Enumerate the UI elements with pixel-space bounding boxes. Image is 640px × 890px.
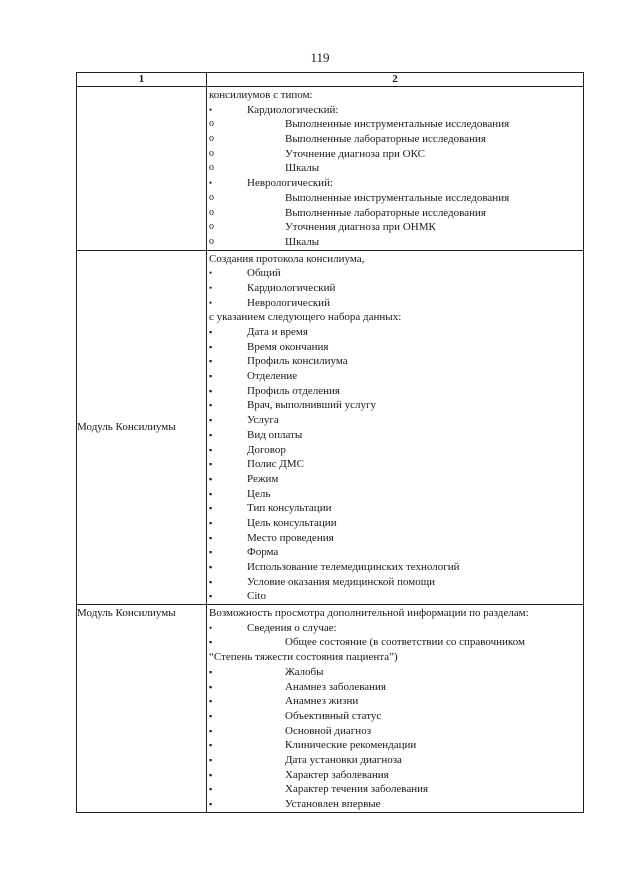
bullet-marker: ▪ — [209, 488, 213, 499]
description-cell — [207, 605, 584, 813]
list-item-text: консилиумов с типом: — [209, 89, 313, 101]
list-item — [209, 457, 581, 472]
list-item-text: Общий — [247, 267, 281, 280]
bullet-marker: o — [209, 118, 214, 130]
list-item — [209, 235, 581, 250]
list-item-text: Выполненные инструментальные исследования — [285, 191, 510, 204]
list-item-text: Режим — [247, 472, 279, 485]
list-item — [209, 753, 581, 768]
module-name-cell — [77, 87, 207, 251]
bullet-marker: ▪ — [209, 444, 213, 455]
list-item — [209, 531, 581, 546]
table-row — [77, 87, 584, 251]
bullet-marker: ▪ — [209, 429, 213, 440]
bullet-marker: ▪ — [209, 740, 213, 751]
module-name-cell: Модуль Консилиумы — [77, 605, 207, 813]
list-item — [209, 621, 581, 636]
list-item-text: Дата и время — [247, 326, 308, 338]
list-item-text: Объективный статус — [285, 709, 382, 722]
list-item-text: Кардиологический — [247, 281, 336, 294]
bullet-marker: • — [209, 268, 213, 279]
module-name-cell: Модуль Консилиумы — [77, 250, 207, 605]
bullet-marker: ▪ — [209, 473, 213, 484]
list-item-text: Условие оказания медицинской помощи — [247, 575, 436, 588]
list-item-text: Сведения о случае: — [247, 621, 337, 634]
list-item-text: Полис ДМС — [247, 458, 304, 471]
requirements-table — [76, 72, 584, 813]
list-item-text: Анамнез заболевания — [285, 680, 386, 693]
list-item — [209, 516, 581, 531]
list-item — [209, 88, 581, 103]
list-item — [209, 340, 581, 355]
bullet-marker: ▪ — [209, 591, 213, 602]
list-item — [209, 797, 581, 812]
bullet-marker: o — [209, 191, 214, 203]
list-item-text: Cito — [247, 590, 266, 603]
bullet-marker: • — [209, 622, 213, 633]
list-item — [209, 206, 581, 221]
bullet-marker: ▪ — [209, 341, 213, 352]
list-item-text: Установлен впервые — [285, 798, 381, 810]
bullet-marker: ▪ — [209, 799, 213, 809]
bullet-marker: o — [209, 162, 214, 174]
list-item — [209, 782, 581, 797]
list-item-text: Уточнение диагноза при ОКС — [285, 147, 425, 160]
list-item-text: Тип консультации — [247, 502, 332, 515]
bullet-marker: • — [209, 178, 213, 189]
list-item-text: Время окончания — [247, 340, 329, 353]
list-item — [209, 266, 581, 281]
list-item — [209, 606, 581, 621]
list-item-text: Выполненные инструментальные исследования — [285, 118, 510, 131]
bullet-marker: ▪ — [209, 784, 213, 795]
list-item-text: Характер течения заболевания — [285, 783, 429, 796]
list-item-text: Профиль консилиума — [247, 355, 348, 368]
bullet-marker: ▪ — [209, 769, 213, 780]
bullet-marker: • — [209, 282, 213, 293]
bullet-marker: ▪ — [209, 754, 213, 765]
bullet-marker: ▪ — [209, 459, 213, 470]
list-item-text: Вид оплаты — [247, 428, 303, 441]
bullet-marker: o — [209, 147, 214, 159]
page-number: 119 — [310, 50, 330, 65]
list-item — [209, 501, 581, 516]
bullet-marker: ▪ — [209, 356, 213, 367]
bullet-marker: ▪ — [209, 415, 213, 426]
list-item-text: Клинические рекомендации — [285, 739, 417, 752]
list-item — [209, 147, 581, 162]
bullet-marker: ▪ — [209, 503, 213, 514]
list-item — [209, 680, 581, 695]
list-item-text: “Степень тяжести состояния пациента”) — [209, 651, 398, 664]
table-row — [77, 250, 584, 605]
list-item-text: Уточнения диагноза при ОНМК — [285, 221, 436, 234]
bullet-marker: ▪ — [209, 681, 213, 692]
list-item-text: Общее состояние (в соответствии со справочником — [285, 636, 525, 649]
bullet-marker: ▪ — [209, 637, 213, 648]
bullet-marker: o — [209, 221, 214, 233]
list-item — [209, 354, 581, 369]
list-item — [209, 589, 581, 604]
list-item-text: Договор — [247, 443, 286, 456]
description-cell — [207, 87, 584, 251]
bullet-marker: ▪ — [209, 371, 213, 382]
list-item-text: Место проведения — [247, 531, 334, 544]
list-item-text: Услуга — [247, 414, 279, 427]
bullet-marker: • — [209, 104, 213, 115]
list-item — [209, 443, 581, 458]
list-item-text: Неврологический: — [247, 177, 334, 190]
description-cell — [207, 250, 584, 605]
list-item — [209, 694, 581, 709]
list-item-text: Основной диагноз — [285, 724, 372, 737]
list-item-text: Выполненные лабораторные исследования — [285, 133, 486, 146]
list-item — [209, 545, 581, 560]
list-item — [209, 472, 581, 487]
table-body — [77, 87, 584, 813]
list-item-text: Жалобы — [285, 665, 324, 678]
bullet-marker: ▪ — [209, 725, 213, 736]
bullet-marker: ▪ — [209, 400, 213, 411]
list-item-text: Цель — [247, 487, 271, 500]
list-item-text: с указанием следующего набора данных: — [209, 311, 402, 324]
bullet-marker: o — [209, 235, 214, 247]
list-item — [209, 428, 581, 443]
list-item — [209, 709, 581, 724]
bullet-marker: ▪ — [209, 517, 213, 528]
list-item — [209, 635, 581, 650]
list-item-text: Цель консультации — [247, 516, 337, 529]
bullet-marker: ▪ — [209, 327, 213, 337]
list-item — [209, 117, 581, 132]
bullet-marker: ▪ — [209, 532, 213, 543]
list-item-text: Характер заболевания — [285, 768, 389, 781]
list-item-text: Форма — [247, 546, 279, 559]
list-item-text: Возможность просмотра дополнительной информации по разделам: — [209, 607, 529, 620]
list-item — [209, 191, 581, 206]
bullet-marker: ▪ — [209, 710, 213, 721]
list-item — [209, 103, 581, 118]
bullet-marker: ▪ — [209, 547, 213, 558]
list-item — [209, 310, 581, 325]
list-item — [209, 768, 581, 783]
list-item — [209, 665, 581, 680]
header-col-2: 2 — [207, 73, 584, 87]
bullet-marker: • — [209, 297, 213, 308]
list-item-text: Шкалы — [285, 235, 320, 248]
list-item-text: Профиль отделения — [247, 384, 340, 397]
list-item-text: Врач, выполнивший услугу — [247, 399, 376, 412]
list-item — [209, 413, 581, 428]
list-item-text: Неврологический — [247, 296, 330, 309]
list-item — [209, 281, 581, 296]
table-header-row — [77, 73, 584, 87]
list-item — [209, 132, 581, 147]
list-item-text: Выполненные лабораторные исследования — [285, 206, 486, 219]
list-item — [209, 384, 581, 399]
list-item-text: Шкалы — [285, 162, 320, 175]
bullet-marker: ▪ — [209, 385, 213, 396]
list-item — [209, 161, 581, 176]
list-item-text: Кардиологический: — [247, 103, 339, 116]
list-item-text: Отделение — [247, 370, 298, 383]
bullet-marker: o — [209, 133, 214, 145]
header-col-1: 1 — [77, 73, 207, 87]
list-item — [209, 325, 581, 340]
list-item-text: Создания протокола консилиума, — [209, 252, 365, 265]
list-item — [209, 220, 581, 235]
bullet-marker: o — [209, 206, 214, 218]
list-item — [209, 487, 581, 502]
list-item — [209, 560, 581, 575]
list-item — [209, 398, 581, 413]
bullet-marker: ▪ — [209, 666, 213, 677]
list-item-text: Анамнез жизни — [285, 695, 359, 708]
list-item — [209, 575, 581, 590]
list-item — [209, 650, 581, 665]
list-item — [209, 369, 581, 384]
list-item — [209, 738, 581, 753]
list-item — [209, 724, 581, 739]
bullet-marker: ▪ — [209, 562, 213, 572]
list-item — [209, 296, 581, 311]
list-item — [209, 176, 581, 191]
list-item — [209, 252, 581, 267]
list-item-text: Дата установки диагноза — [285, 753, 402, 766]
bullet-marker: ▪ — [209, 576, 213, 587]
bullet-marker: ▪ — [209, 696, 213, 707]
list-item-text: Использование телемедицинских технологий — [247, 561, 460, 573]
table-row — [77, 605, 584, 813]
